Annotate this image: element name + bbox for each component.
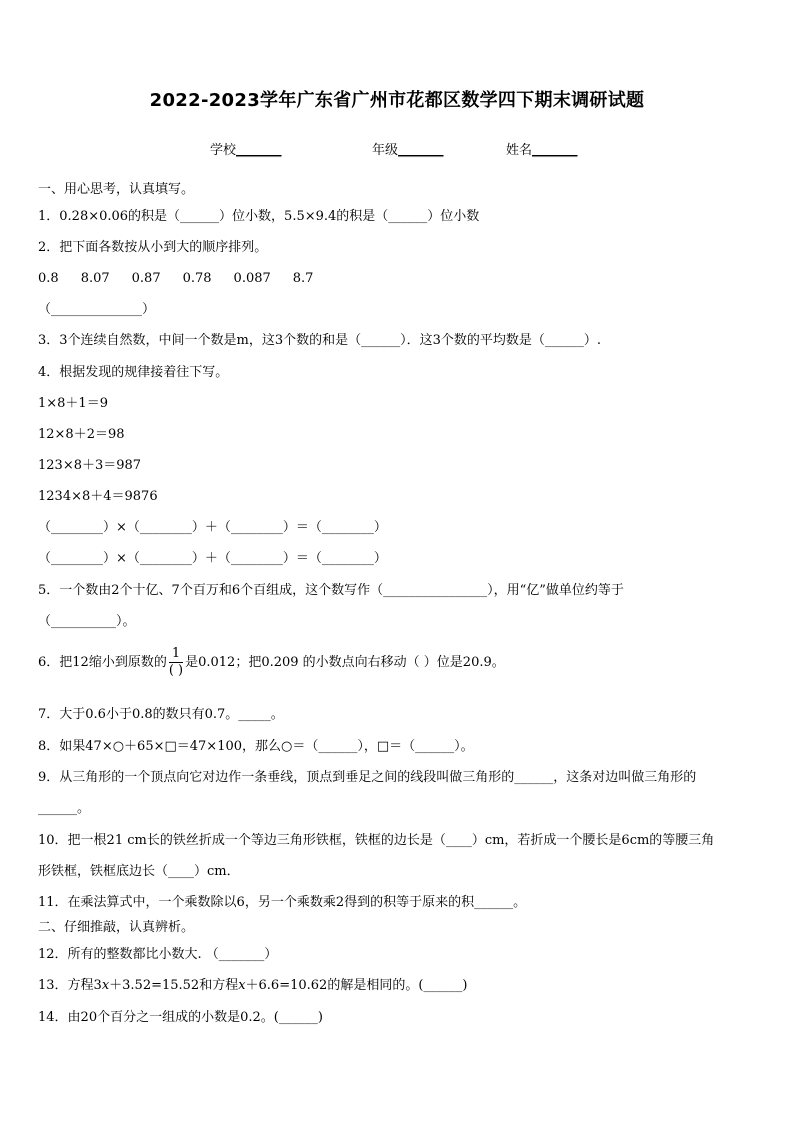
question-2-numbers (38, 270, 313, 288)
name-blank: _______ (532, 143, 578, 158)
school-label: 学校 (210, 143, 237, 158)
school-blank: _______ (236, 143, 282, 158)
question-2-answer: （______________） (38, 302, 156, 317)
question-8: 8．如果47×○＋65×□＝47×100，那么○＝（______），□＝（______）。 (38, 739, 474, 754)
school-field (210, 139, 282, 158)
number-item: 0.78 (182, 271, 212, 286)
number-item: 0.87 (131, 271, 161, 286)
question-9: 9．从三角形的一个顶点向它对边作一条垂线，顶点到垂足之间的线段叫做三角形的______，这条对边叫做三角形的 (38, 770, 697, 785)
pattern-line-1: 1×8＋1＝9 (38, 396, 108, 411)
question-10-continued: 形铁框，铁框底边长（____）cm． (38, 864, 240, 879)
number-item: 8.07 (80, 271, 110, 286)
name-field (506, 139, 578, 158)
page-title: 2022-2023学年广东省广州市花都区数学四下期末调研试题 (149, 90, 645, 111)
pattern-answer-2: （________）×（________）＋（________）＝（________） (38, 551, 387, 566)
question-6-part-b: 是0.012；把0.209 的小数点向右移动（ ）位是20.9。 (185, 655, 505, 670)
section-1-heading: 一、用心思考，认真填写。 (38, 182, 195, 197)
number-item: 0.087 (233, 271, 271, 286)
question-2: 2．把下面各数按从小到大的顺序排列。 (38, 240, 268, 255)
name-label: 姓名 (506, 143, 533, 158)
fraction-numerator: 1 (169, 646, 183, 663)
grade-field (372, 139, 444, 158)
question-5: 5．一个数由2个十亿、7个百万和6个百组成，这个数写作（________________），用“亿”做单位约等于 (38, 583, 624, 598)
question-13: 13．方程3𝑥＋3.52=15.52和方程𝑥＋6.6=10.62的解是相同的。(______) (38, 978, 468, 993)
fraction (169, 646, 183, 679)
question-4: 4．根据发现的规律接着往下写。 (38, 365, 229, 380)
question-14: 14．由20个百分之一组成的小数是0.2。(______) (38, 1010, 323, 1025)
number-item: 0.8 (38, 271, 59, 286)
grade-label: 年级 (372, 143, 399, 158)
pattern-answer-1: （________）×（________）＋（________）＝（________） (38, 520, 387, 535)
question-9-continued: ______。 (38, 801, 91, 816)
question-3: 3．3个连续自然数，中间一个数是m，这3个数的和是（______）．这3个数的平均数是（______）. (38, 333, 602, 348)
question-11: 11．在乘法算式中，一个乘数除以6，另一个乘数乘2得到的积等于原来的积______。 (38, 895, 527, 910)
pattern-line-4: 1234×8＋4＝9876 (38, 489, 158, 504)
question-12: 12．所有的整数都比小数大. （_______） (38, 947, 278, 962)
question-6 (38, 646, 505, 679)
section-2-heading: 二、仔细推敲，认真辨析。 (38, 920, 195, 935)
pattern-line-3: 123×8＋3＝987 (38, 458, 142, 473)
question-6-part-a: 6．把12缩小到原数的 (38, 655, 167, 670)
question-5-continued: （__________）。 (38, 614, 136, 629)
pattern-line-2: 12×8＋2＝98 (38, 427, 125, 442)
question-10: 10．把一根21 cm长的铁丝折成一个等边三角形铁框，铁框的边长是（____）cm，若折成一个腰长是6cm的等腰三角 (38, 833, 715, 848)
question-1: 1．0.28×0.06的积是（______）位小数，5.5×9.4的积是（______）位小数 (38, 209, 480, 224)
grade-blank: _______ (398, 143, 444, 158)
fraction-denominator: ( ) (168, 663, 184, 678)
number-item: 8.7 (292, 271, 314, 286)
question-7: 7．大于0.6小于0.8的数只有0.7。_____。 (38, 707, 284, 722)
